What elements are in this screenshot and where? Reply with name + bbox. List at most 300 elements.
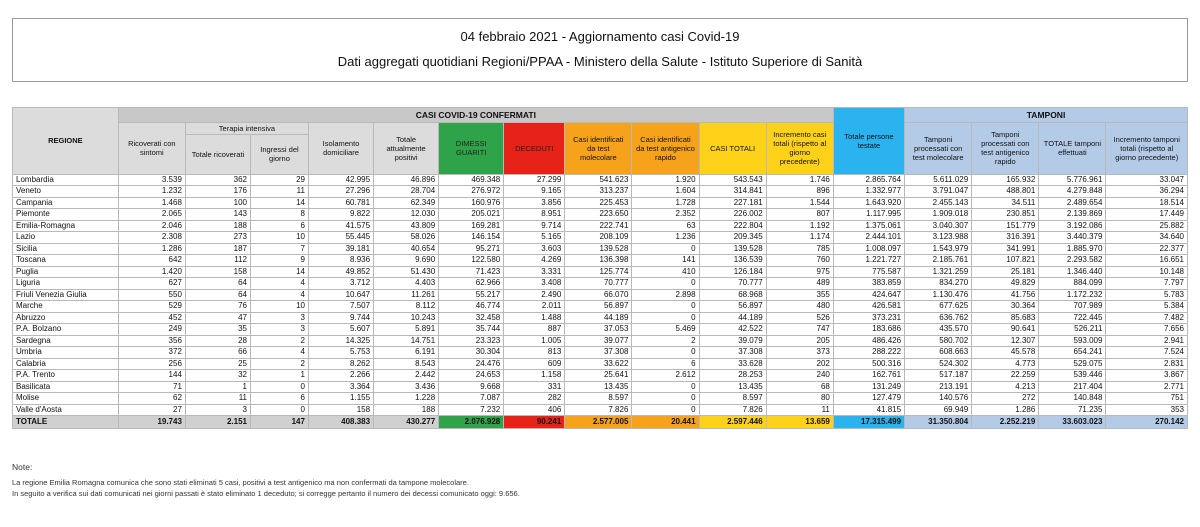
- table-cell: 34.511: [972, 197, 1039, 209]
- table-cell: 7: [251, 243, 309, 255]
- table-cell: 2.455.143: [905, 197, 972, 209]
- table-cell: 55.217: [439, 289, 504, 301]
- table-cell: 25: [185, 358, 250, 370]
- header-ingressi: Ingressi del giorno: [251, 134, 309, 174]
- table-cell: 3.436: [374, 381, 439, 393]
- table-cell: 24.476: [439, 358, 504, 370]
- table-cell: 0: [632, 312, 699, 324]
- table-cell: 7.826: [699, 404, 766, 416]
- table-cell: 0: [632, 347, 699, 359]
- table-cell: 202: [766, 358, 833, 370]
- table-row: [13, 266, 1188, 278]
- table-row: [13, 370, 1188, 382]
- table-cell: 205: [766, 335, 833, 347]
- table-cell: 37.053: [565, 324, 632, 336]
- table-cell: 70.777: [565, 278, 632, 290]
- table-cell: 60.781: [308, 197, 373, 209]
- table-cell: 760: [766, 255, 833, 267]
- table-row: [13, 381, 1188, 393]
- table-cell: 230.851: [972, 209, 1039, 221]
- table-cell: 122.580: [439, 255, 504, 267]
- header-tamponi-antigenico: Tamponi processati con test antigenico rapido: [972, 123, 1039, 175]
- table-cell: 5.469: [632, 324, 699, 336]
- table-cell: 489: [766, 278, 833, 290]
- table-cell: 9.165: [504, 186, 565, 198]
- table-cell: 636.762: [905, 312, 972, 324]
- table-cell: 6: [251, 393, 309, 405]
- table-cell: 406: [504, 404, 565, 416]
- region-cell: Emilia-Romagna: [13, 220, 119, 232]
- table-cell: 1.286: [118, 243, 185, 255]
- table-cell: 524.302: [905, 358, 972, 370]
- table-cell: 68.968: [699, 289, 766, 301]
- table-cell: 1.909.018: [905, 209, 972, 221]
- table-cell: 3.364: [308, 381, 373, 393]
- table-cell: 593.009: [1039, 335, 1106, 347]
- table-cell: 49.829: [972, 278, 1039, 290]
- table-cell: 751: [1106, 393, 1188, 405]
- table-cell: 3.440.379: [1039, 232, 1106, 244]
- table-cell: 2.266: [308, 370, 373, 382]
- table-cell: 28: [185, 335, 250, 347]
- note-line: La regione Emilia Romagna comunica che sono stati eliminati 5 casi, positivi a test antigenico ma non confermati da tampone molecolare.: [12, 478, 469, 487]
- table-row: [13, 289, 1188, 301]
- table-cell: 4.279.848: [1039, 186, 1106, 198]
- table-cell: 205.021: [439, 209, 504, 221]
- table-cell: 36.294: [1106, 186, 1188, 198]
- table-cell: 2.308: [118, 232, 185, 244]
- table-cell: 5.611.029: [905, 174, 972, 186]
- table-cell: 356: [118, 335, 185, 347]
- table-cell: 3: [251, 324, 309, 336]
- table-cell: 12.307: [972, 335, 1039, 347]
- region-cell: Sardegna: [13, 335, 119, 347]
- table-row: [13, 197, 1188, 209]
- table-cell: 33.622: [565, 358, 632, 370]
- table-cell: 160.976: [439, 197, 504, 209]
- table-cell: 71.235: [1039, 404, 1106, 416]
- table-cell: 144: [118, 370, 185, 382]
- table-cell: 7.232: [439, 404, 504, 416]
- notes-section: [12, 462, 520, 500]
- table-cell: 1.236: [632, 232, 699, 244]
- table-cell: 1.604: [632, 186, 699, 198]
- table-cell: 13.435: [699, 381, 766, 393]
- table-cell: 0: [251, 404, 309, 416]
- table-cell: 17.449: [1106, 209, 1188, 221]
- region-cell: Piemonte: [13, 209, 119, 221]
- table-cell: 707.989: [1039, 301, 1106, 313]
- table-cell: 165.932: [972, 174, 1039, 186]
- table-cell: 18.514: [1106, 197, 1188, 209]
- header-ricoverati: Ricoverati con sintomi: [118, 123, 185, 175]
- table-row: [13, 358, 1188, 370]
- table-cell: 1.643.920: [833, 197, 904, 209]
- table-cell: 125.774: [565, 266, 632, 278]
- table-row: [13, 174, 1188, 186]
- table-cell: 222.804: [699, 220, 766, 232]
- table-cell: 1.885.970: [1039, 243, 1106, 255]
- table-cell: 529.075: [1039, 358, 1106, 370]
- table-cell: 22.259: [972, 370, 1039, 382]
- table-cell: 1.346.440: [1039, 266, 1106, 278]
- table-cell: 2.489.654: [1039, 197, 1106, 209]
- table-cell: 2.597.446: [699, 416, 766, 429]
- table-cell: 7.797: [1106, 278, 1188, 290]
- table-cell: 5.384: [1106, 301, 1188, 313]
- table-cell: 11: [766, 404, 833, 416]
- table-cell: 2.076.928: [439, 416, 504, 429]
- table-cell: 1.117.995: [833, 209, 904, 221]
- header-isolamento: Isolamento domiciliare: [308, 123, 373, 175]
- table-cell: 7.524: [1106, 347, 1188, 359]
- table-cell: 46.896: [374, 174, 439, 186]
- header-totale-positivi: Totale attualmente positivi: [374, 123, 439, 175]
- table-cell: 90.241: [504, 416, 565, 429]
- table-cell: 11: [185, 393, 250, 405]
- table-cell: 1: [185, 381, 250, 393]
- table-cell: 4.269: [504, 255, 565, 267]
- table-cell: 28.253: [699, 370, 766, 382]
- header-test-antigenico: Casi identificati da test antigenico rapido: [632, 123, 699, 175]
- table-cell: 5.891: [374, 324, 439, 336]
- table-cell: 2.771: [1106, 381, 1188, 393]
- table-cell: 25.882: [1106, 220, 1188, 232]
- table-cell: 9.668: [439, 381, 504, 393]
- table-cell: 13.659: [766, 416, 833, 429]
- report-subtitle: Dati aggregati quotidiani Regioni/PPAA - Ministero della Salute - Istituto Superiore di Sanità: [337, 54, 863, 69]
- table-cell: 3.867: [1106, 370, 1188, 382]
- table-cell: 28.704: [374, 186, 439, 198]
- table-cell: 176: [185, 186, 250, 198]
- table-cell: 11.261: [374, 289, 439, 301]
- table-row: [13, 278, 1188, 290]
- table-cell: 3: [185, 404, 250, 416]
- table-cell: 1.728: [632, 197, 699, 209]
- table-cell: 4: [251, 278, 309, 290]
- table-cell: 747: [766, 324, 833, 336]
- table-cell: 33.628: [699, 358, 766, 370]
- table-cell: 2.442: [374, 370, 439, 382]
- table-cell: 677.625: [905, 301, 972, 313]
- table-cell: 95.271: [439, 243, 504, 255]
- table-cell: 2: [632, 335, 699, 347]
- table-cell: 2.185.761: [905, 255, 972, 267]
- table-cell: 486.426: [833, 335, 904, 347]
- table-cell: 373: [766, 347, 833, 359]
- table-cell: 8.543: [374, 358, 439, 370]
- table-cell: 314.841: [699, 186, 766, 198]
- table-cell: 8.597: [565, 393, 632, 405]
- table-cell: 126.184: [699, 266, 766, 278]
- table-cell: 5.783: [1106, 289, 1188, 301]
- region-cell: Lombardia: [13, 174, 119, 186]
- region-cell: Valle d'Aosta: [13, 404, 119, 416]
- table-cell: 30.364: [972, 301, 1039, 313]
- table-cell: 39.077: [565, 335, 632, 347]
- table-cell: 151.779: [972, 220, 1039, 232]
- table-cell: 1.468: [118, 197, 185, 209]
- table-cell: 45.578: [972, 347, 1039, 359]
- table-cell: 226.002: [699, 209, 766, 221]
- table-cell: 529: [118, 301, 185, 313]
- table-row: [13, 243, 1188, 255]
- region-cell: P.A. Trento: [13, 370, 119, 382]
- table-cell: 112: [185, 255, 250, 267]
- table-cell: 141: [632, 255, 699, 267]
- region-cell: Molise: [13, 393, 119, 405]
- table-cell: 14.325: [308, 335, 373, 347]
- table-cell: 0: [251, 381, 309, 393]
- table-cell: 1.221.727: [833, 255, 904, 267]
- table-cell: 71.423: [439, 266, 504, 278]
- table-cell: 5.607: [308, 324, 373, 336]
- header-terapia-intensiva: Terapia intensiva: [185, 123, 308, 135]
- table-cell: 273: [185, 232, 250, 244]
- table-cell: 227.181: [699, 197, 766, 209]
- table-cell: 64: [185, 289, 250, 301]
- table-cell: 127.479: [833, 393, 904, 405]
- table-body: [13, 174, 1188, 429]
- table-cell: 2.065: [118, 209, 185, 221]
- table-cell: 488.801: [972, 186, 1039, 198]
- table-cell: 1.155: [308, 393, 373, 405]
- region-cell: Calabria: [13, 358, 119, 370]
- table-cell: 7.656: [1106, 324, 1188, 336]
- region-cell: Lazio: [13, 232, 119, 244]
- table-cell: 5.753: [308, 347, 373, 359]
- table-cell: 539.446: [1039, 370, 1106, 382]
- table-cell: 25.181: [972, 266, 1039, 278]
- table-cell: 1.228: [374, 393, 439, 405]
- table-cell: 0: [632, 243, 699, 255]
- table-cell: 435.570: [905, 324, 972, 336]
- table-cell: 14: [251, 197, 309, 209]
- table-cell: 143: [185, 209, 250, 221]
- table-cell: 139.528: [565, 243, 632, 255]
- table-cell: 469.348: [439, 174, 504, 186]
- table-cell: 43.809: [374, 220, 439, 232]
- table-cell: 2: [251, 335, 309, 347]
- table-cell: 4.213: [972, 381, 1039, 393]
- table-cell: 85.683: [972, 312, 1039, 324]
- table-cell: 2.252.219: [972, 416, 1039, 429]
- table-cell: 80: [766, 393, 833, 405]
- region-cell: Marche: [13, 301, 119, 313]
- table-cell: 1.005: [504, 335, 565, 347]
- header-regione: REGIONE: [13, 108, 119, 175]
- table-cell: 362: [185, 174, 250, 186]
- table-cell: 6: [632, 358, 699, 370]
- table-cell: 526.211: [1039, 324, 1106, 336]
- table-cell: 807: [766, 209, 833, 221]
- table-cell: 642: [118, 255, 185, 267]
- table-cell: 2.831: [1106, 358, 1188, 370]
- table-row: [13, 393, 1188, 405]
- table-cell: 480: [766, 301, 833, 313]
- table-cell: 7.826: [565, 404, 632, 416]
- table-cell: 775.587: [833, 266, 904, 278]
- table-cell: 34.640: [1106, 232, 1188, 244]
- table-cell: 4: [251, 347, 309, 359]
- table-cell: 500.316: [833, 358, 904, 370]
- notes-title: Note:: [12, 462, 33, 472]
- table-cell: 240: [766, 370, 833, 382]
- table-cell: 62.966: [439, 278, 504, 290]
- table-cell: 7.482: [1106, 312, 1188, 324]
- header-totale-ricoverati: Totale ricoverati: [185, 134, 250, 174]
- table-cell: 20.441: [632, 416, 699, 429]
- table-cell: 884.099: [1039, 278, 1106, 290]
- table-cell: 49.852: [308, 266, 373, 278]
- table-cell: 217.404: [1039, 381, 1106, 393]
- table-cell: 372: [118, 347, 185, 359]
- covid-data-table: [12, 107, 1188, 429]
- table-cell: 187: [185, 243, 250, 255]
- table-cell: 1.920: [632, 174, 699, 186]
- table-cell: 580.702: [905, 335, 972, 347]
- region-cell: Toscana: [13, 255, 119, 267]
- table-cell: 3.192.086: [1039, 220, 1106, 232]
- table-cell: 66: [185, 347, 250, 359]
- table-cell: 2.577.005: [565, 416, 632, 429]
- table-row: [13, 312, 1188, 324]
- table-cell: 2.490: [504, 289, 565, 301]
- table-cell: 222.741: [565, 220, 632, 232]
- table-cell: 23.323: [439, 335, 504, 347]
- table-cell: 0: [632, 301, 699, 313]
- table-cell: 1.192: [766, 220, 833, 232]
- table-cell: 32: [185, 370, 250, 382]
- table-cell: 3.123.988: [905, 232, 972, 244]
- table-cell: 2.352: [632, 209, 699, 221]
- table-cell: 2.046: [118, 220, 185, 232]
- table-cell: 223.650: [565, 209, 632, 221]
- table-cell: 3.603: [504, 243, 565, 255]
- table-cell: 3.331: [504, 266, 565, 278]
- header-tamponi-molecolare: Tamponi processati con test molecolare: [905, 123, 972, 175]
- table-cell: 41.815: [833, 404, 904, 416]
- table-cell: 68: [766, 381, 833, 393]
- table-cell: 276.972: [439, 186, 504, 198]
- table-row: [13, 324, 1188, 336]
- table-cell: 58.026: [374, 232, 439, 244]
- header-totale-tamponi: TOTALE tamponi effettuati: [1039, 123, 1106, 175]
- table-cell: 62.349: [374, 197, 439, 209]
- table-cell: 47: [185, 312, 250, 324]
- header-incremento: Incremento casi totali (rispetto al giorno precedente): [766, 123, 833, 175]
- table-cell: 131.249: [833, 381, 904, 393]
- table-cell: 9.690: [374, 255, 439, 267]
- table-cell: 24.653: [439, 370, 504, 382]
- table-cell: 55.445: [308, 232, 373, 244]
- table-cell: 896: [766, 186, 833, 198]
- table-cell: 10: [251, 301, 309, 313]
- table-cell: 25.641: [565, 370, 632, 382]
- table-cell: 1.130.476: [905, 289, 972, 301]
- table-cell: 526: [766, 312, 833, 324]
- table-row: [13, 232, 1188, 244]
- header-casi-totali: CASI TOTALI: [699, 123, 766, 175]
- table-cell: 2.612: [632, 370, 699, 382]
- header-incremento-tamponi: Incremento tamponi totali (rispetto al giorno precedente): [1106, 123, 1188, 175]
- table-cell: 8.936: [308, 255, 373, 267]
- table-cell: 213.191: [905, 381, 972, 393]
- table-cell: 3.408: [504, 278, 565, 290]
- table-cell: 42.522: [699, 324, 766, 336]
- table-cell: 8.951: [504, 209, 565, 221]
- table-cell: 140.576: [905, 393, 972, 405]
- table-cell: 0: [632, 393, 699, 405]
- table-cell: 2.941: [1106, 335, 1188, 347]
- region-cell: P.A. Bolzano: [13, 324, 119, 336]
- region-cell: Sicilia: [13, 243, 119, 255]
- table-cell: 13.435: [565, 381, 632, 393]
- header-test-molecolare: Casi identificati da test molecolare: [565, 123, 632, 175]
- table-row: [13, 301, 1188, 313]
- table-cell: 62: [118, 393, 185, 405]
- header-group-confermati: CASI COVID-19 CONFERMATI: [118, 108, 833, 123]
- table-cell: 408.383: [308, 416, 373, 429]
- table-cell: 331: [504, 381, 565, 393]
- table-cell: 249: [118, 324, 185, 336]
- table-cell: 70.777: [699, 278, 766, 290]
- table-cell: 341.991: [972, 243, 1039, 255]
- table-row: [13, 404, 1188, 416]
- table-cell: 46.774: [439, 301, 504, 313]
- region-cell: Campania: [13, 197, 119, 209]
- table-cell: 158: [185, 266, 250, 278]
- table-row: [13, 186, 1188, 198]
- table-row: [13, 255, 1188, 267]
- report-title: 04 febbraio 2021 - Aggiornamento casi Covid-19: [460, 29, 740, 44]
- table-cell: 33.603.023: [1039, 416, 1106, 429]
- table-cell: 107.821: [972, 255, 1039, 267]
- table-cell: 9.822: [308, 209, 373, 221]
- table-cell: 3.539: [118, 174, 185, 186]
- header-persone-testate: Totale persone testate: [833, 108, 904, 175]
- table-cell: 975: [766, 266, 833, 278]
- table-cell: 1.420: [118, 266, 185, 278]
- table-cell: 29: [251, 174, 309, 186]
- table-cell: 316.391: [972, 232, 1039, 244]
- table-cell: 225.453: [565, 197, 632, 209]
- table-cell: 10.148: [1106, 266, 1188, 278]
- table-cell: 209.345: [699, 232, 766, 244]
- table-cell: 410: [632, 266, 699, 278]
- header-dimessi: DIMESSI GUARITI: [439, 123, 504, 175]
- table-cell: 1.286: [972, 404, 1039, 416]
- table-cell: 139.528: [699, 243, 766, 255]
- table-cell: 373.231: [833, 312, 904, 324]
- header-group-tamponi: TAMPONI: [905, 108, 1188, 123]
- table-cell: 27: [118, 404, 185, 416]
- report-header: [12, 18, 1188, 82]
- table-cell: 22.377: [1106, 243, 1188, 255]
- table-cell: 272: [972, 393, 1039, 405]
- table-cell: 35: [185, 324, 250, 336]
- table-cell: 5.165: [504, 232, 565, 244]
- table-cell: 256: [118, 358, 185, 370]
- table-cell: 517.187: [905, 370, 972, 382]
- table-cell: 183.686: [833, 324, 904, 336]
- table-cell: 208.109: [565, 232, 632, 244]
- table-cell: 1.174: [766, 232, 833, 244]
- table-cell: 31.350.804: [905, 416, 972, 429]
- table-cell: 4: [251, 289, 309, 301]
- table-cell: 3.791.047: [905, 186, 972, 198]
- table-cell: 7.507: [308, 301, 373, 313]
